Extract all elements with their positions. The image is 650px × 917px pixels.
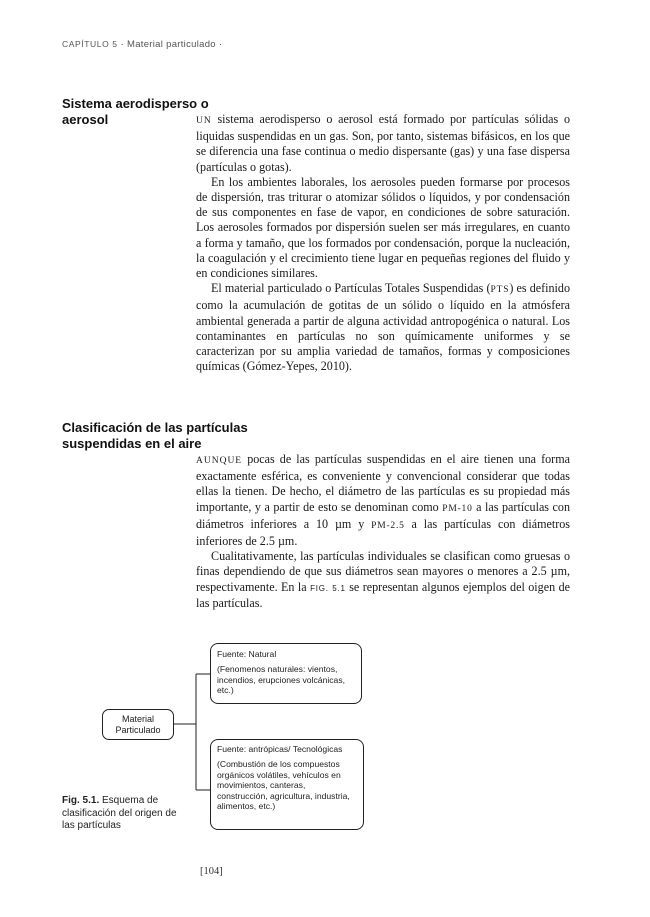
paragraph: UN sistema aerodisperso o aerosol está formado por partículas sólidas o liquidas suspendidas en un gas. Son, por tanto, sistemas bifásicos, en los que se diferencia una fase continua o medio dispersante (gas) y una fase dispersa (partículas o gotas). [196,112,570,174]
node-title: Fuente: antrópicas/ Tecnológicas [217,744,343,754]
figure-caption [62,795,190,833]
abbreviation: PTS [490,285,510,296]
paragraph: En los ambientes laborales, los aerosoles pueden formarse por procesos de dispersión, tras triturar o atomizar sólidos o líquidos, y por condensación de sus componentes en fase de vapor, en condiciones de sobre saturación. Los aerosoles formados por dispersión suelen ser más irregulares, en cuanto a forma y tamaño, que los formados por condensación, porque la nucleación, la coagulación y el crecimiento tiene lugar en pequeñas regiones del fluido y en condiciones similares. [196,174,570,281]
caption-text: Esquema de clasificación del origen de las partículas [62,795,177,831]
node-title: Fuente: Natural [217,649,277,659]
node-description: (Combustión de los compuestos orgánicos volátiles, vehículos en movimientos, canteras, construcción, agricultura, industria, alimentos, etc.) [217,759,350,812]
diagram-node-root: Material Particulado [102,709,174,740]
section-heading-aerosol: Sistema aerodisperso o aerosol [62,96,209,127]
diagram-node-natural [210,643,362,704]
paragraph: El material particulado o Partículas Totales Suspendidas (PTS) es definido como la acumulación de gotitas de un sólido o líquido en la atmósfera ambiental generada a partir de alguna actividad antropogénica o natural. Los contaminantes en partículas no son químicamente uniformes y se caracterizan por su amplia variedad de tamaños, formas y composiciones químicas (Gómez-Yepes, 2010). [196,281,570,374]
lead-word: UN [196,116,212,126]
caption-label: Fig. 5.1. [62,795,100,806]
running-head-trailing: · [218,39,223,50]
paragraph: AUNQUE pocas de las partículas suspendidas en el aire tienen una forma exactamente esférica, es conveniente y convencional considerar que todas ellas la tienen. De hecho, el diámetro de las partículas es su propiedad más importante, y a partir de esto se denominan como PM-10 a las partículas con diámetros inferiores a 10 µm y PM-2.5 a las partículas con diámetros inferiores de 2.5 µm. [196,452,570,549]
diagram-node-anthropic [210,739,364,830]
section-heading-classification: Clasificación de las partículas suspendidas en el aire [62,420,248,451]
running-head-separator: · [120,39,125,50]
section-body-classification [196,452,570,611]
abbreviation: PM-10 [442,503,473,514]
page-number: [104] [200,866,223,877]
abbreviation: PM-2.5 [371,520,405,531]
running-head-chapter: CAPÍTULO 5 [62,39,118,49]
figure-reference: FIG. 5.1 [310,583,346,593]
section-body-aerosol [196,112,570,374]
running-head-title: Material particulado [126,39,216,50]
paragraph: Cualitativamente, las partículas individuales se clasifican como gruesas o finas dependiendo de que sus diámetros sean mayores o menores a 2.5 µm, respectivamente. En la FIG. 5.1 se representan algunos ejemplos del oigen de las partículas. [196,549,570,610]
lead-word: AUNQUE [196,456,243,466]
running-head [62,39,222,50]
node-description: (Fenomenos naturales: vientos, incendios, erupciones volcánicas, etc.) [217,664,346,696]
